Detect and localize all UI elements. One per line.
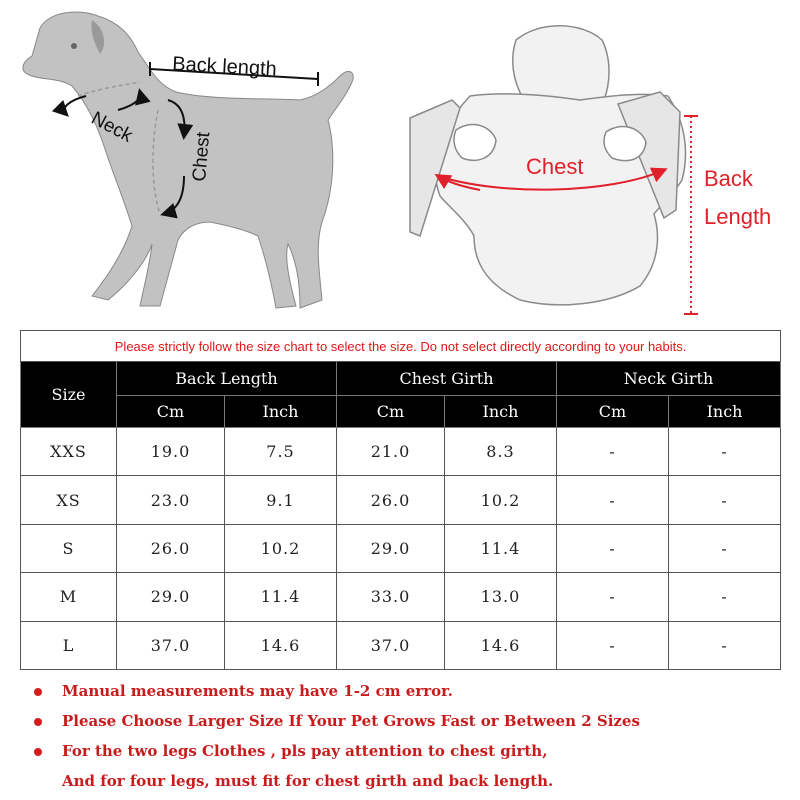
value-cell: 29.0 <box>337 524 445 572</box>
back-length-header: Back Length <box>117 362 337 396</box>
value-cell: 21.0 <box>337 428 445 476</box>
value-cell: - <box>669 476 781 524</box>
value-cell: 33.0 <box>337 573 445 621</box>
note-text: Manual measurements may have 1-2 cm error. <box>62 682 453 700</box>
note-text: Please Choose Larger Size If Your Pet Grows Fast or Between 2 Sizes <box>62 712 640 730</box>
value-cell: 29.0 <box>117 573 225 621</box>
value-cell: 10.2 <box>445 476 557 524</box>
note-text: And for four legs, must fit for chest girth and back length. <box>62 772 554 790</box>
size-cell: S <box>21 524 117 572</box>
value-cell: 19.0 <box>117 428 225 476</box>
value-cell: 37.0 <box>337 621 445 669</box>
unit-header: Cm <box>117 396 225 428</box>
measurement-illustrations <box>0 0 800 330</box>
garment-length-label: Length <box>704 204 772 229</box>
value-cell: 26.0 <box>117 524 225 572</box>
note-item <box>32 766 792 796</box>
unit-header: Inch <box>445 396 557 428</box>
value-cell: - <box>669 428 781 476</box>
dog-chest-label: Chest <box>189 131 215 183</box>
table-row <box>21 476 781 524</box>
chest-girth-header: Chest Girth <box>337 362 557 396</box>
value-cell: 8.3 <box>445 428 557 476</box>
size-notice: Please strictly follow the size chart to select the size. Do not select directly according to your habits. <box>21 331 781 362</box>
garment-back-length-indicator <box>684 116 698 314</box>
value-cell: 14.6 <box>225 621 337 669</box>
value-cell: - <box>669 524 781 572</box>
size-column-header: Size <box>21 362 117 428</box>
illustration-canvas <box>0 0 800 330</box>
note-item <box>32 706 792 736</box>
bullet-dot-icon <box>34 688 42 696</box>
value-cell: 11.4 <box>445 524 557 572</box>
value-cell: 7.5 <box>225 428 337 476</box>
value-cell: 13.0 <box>445 573 557 621</box>
value-cell: - <box>557 524 669 572</box>
value-cell: - <box>669 621 781 669</box>
table-row <box>21 428 781 476</box>
size-cell: XXS <box>21 428 117 476</box>
garment-back-label: Back <box>704 166 753 191</box>
note-item <box>32 736 792 766</box>
value-cell: - <box>557 428 669 476</box>
value-cell: - <box>669 573 781 621</box>
value-cell: 26.0 <box>337 476 445 524</box>
dog-back-length-label: Back length <box>171 53 278 81</box>
note-item <box>32 676 792 706</box>
table-row <box>21 621 781 669</box>
dog-neck-label: Neck <box>87 107 136 147</box>
unit-header: Cm <box>557 396 669 428</box>
neck-girth-header: Neck Girth <box>557 362 781 396</box>
bullet-dot-icon <box>34 718 42 726</box>
size-cell: XS <box>21 476 117 524</box>
unit-header: Inch <box>669 396 781 428</box>
size-notes-list <box>32 676 792 796</box>
table-row <box>21 524 781 572</box>
note-text: For the two legs Clothes , pls pay attention to chest girth, <box>62 742 548 760</box>
value-cell: 9.1 <box>225 476 337 524</box>
value-cell: - <box>557 621 669 669</box>
table-row <box>21 573 781 621</box>
unit-header: Inch <box>225 396 337 428</box>
bullet-dot-icon <box>34 748 42 756</box>
garment-chest-label: Chest <box>526 154 584 179</box>
value-cell: 37.0 <box>117 621 225 669</box>
size-cell: L <box>21 621 117 669</box>
value-cell: 14.6 <box>445 621 557 669</box>
unit-header: Cm <box>337 396 445 428</box>
value-cell: - <box>557 573 669 621</box>
value-cell: 10.2 <box>225 524 337 572</box>
value-cell: - <box>557 476 669 524</box>
value-cell: 23.0 <box>117 476 225 524</box>
size-chart-table <box>20 330 781 670</box>
size-cell: M <box>21 573 117 621</box>
value-cell: 11.4 <box>225 573 337 621</box>
